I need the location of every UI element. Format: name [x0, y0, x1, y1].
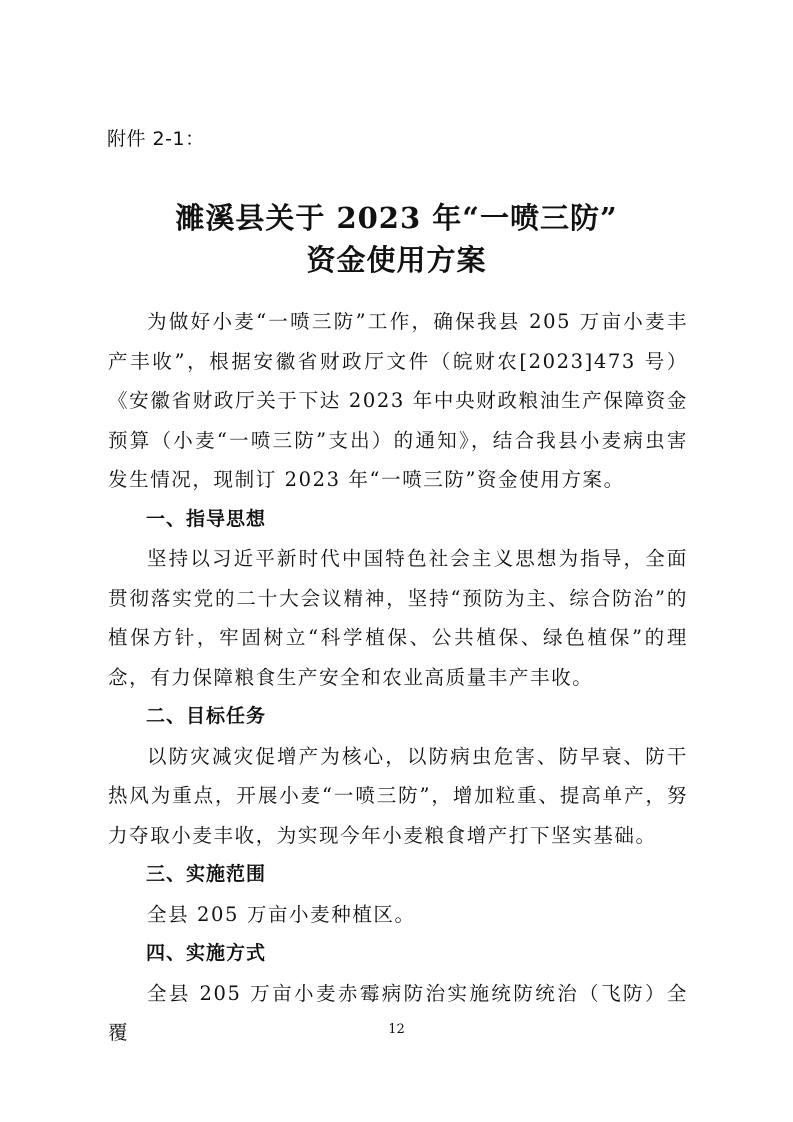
page-number: 12 [388, 1022, 405, 1037]
section-heading-guiding-ideology: 一、指导思想 [146, 507, 267, 530]
document-title-line-1: 濉溪县关于 2023 年“一喷三防” [175, 201, 618, 235]
document-body [108, 302, 688, 1053]
section-text-scope: 全县 205 万亩小麦种植区。 [147, 902, 416, 926]
document-title-line-2: 资金使用方案 [306, 243, 487, 277]
section-heading-scope: 三、实施范围 [146, 863, 267, 885]
section-text-guiding-ideology: 坚持以习近平新时代中国特色社会主义思想为指导，全面贯彻落实党的二十大会议精神，坚持“预防为主、综合防治”的植保方针，牢固树立“科学植保、公共植保、绿色植保”的理念，有力保障粮食生产安全和农业高质量丰产丰收。 [108, 547, 688, 689]
section-heading-objectives: 二、目标任务 [146, 705, 267, 727]
attachment-label: 附件 2-1： [107, 128, 205, 150]
section-text-objectives: 以防灾减灾促增产为核心，以防病虫危害、防早衰、防干热风为重点，开展小麦“一喷三防”，增加粒重、提高单产，努力夺取小麦丰收，为实现今年小麦粮食增产打下坚实基础。 [108, 744, 688, 847]
section-text-method: 全县 205 万亩小麦赤霉病防治实施统防统治（飞防）全覆 [108, 981, 688, 1044]
intro-paragraph: 为做好小麦“一喷三防”工作，确保我县 205 万亩小麦丰产丰收”，根据安徽省财政厅文件（皖财农[2023]473 号）《安徽省财政厅关于下达 2023 年中央财政粮油生产保障资金预算（小麦“一喷三防”支出）的通知》，结合我县小麦病虫害发生情况，现制订 2023 年“一喷三防”资金使用方案。 [108, 310, 688, 491]
section-heading-method: 四、实施方式 [146, 942, 267, 964]
